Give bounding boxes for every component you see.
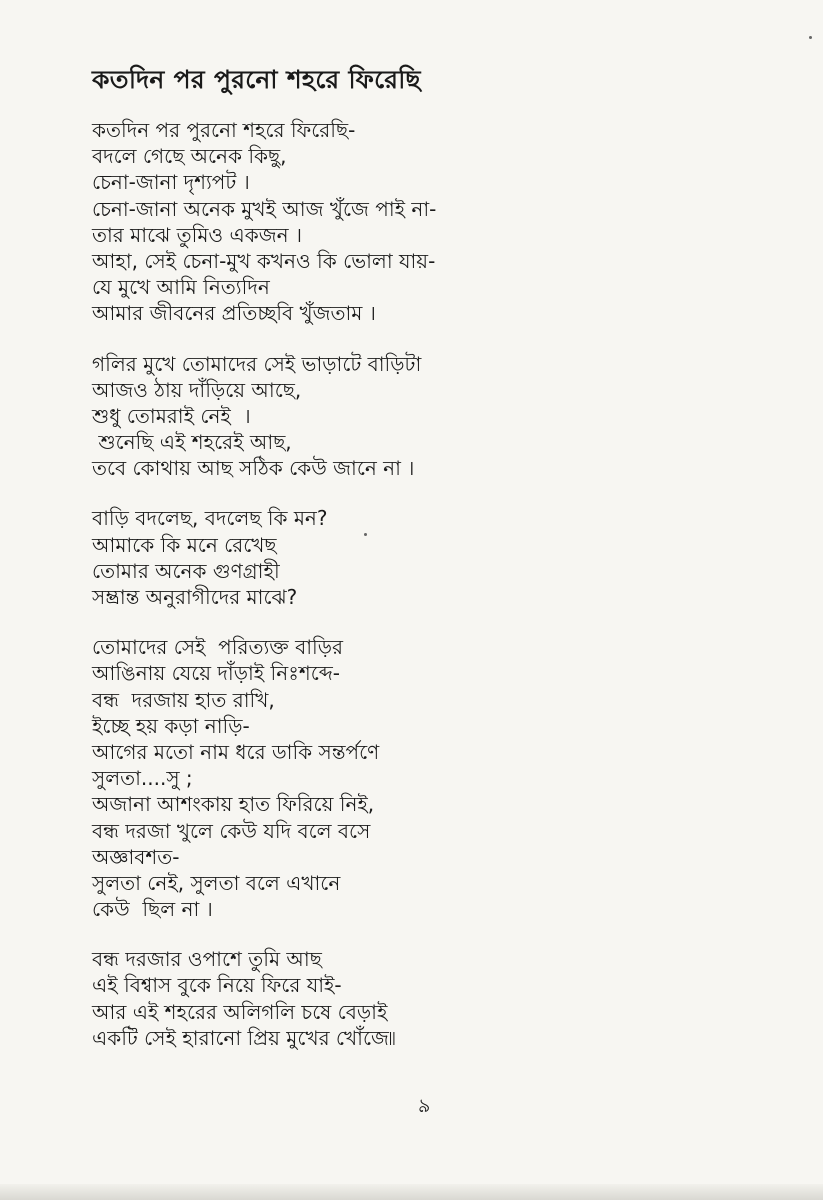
speck-mark [364, 533, 367, 536]
poem-title: কতদিন পর পুরনো শহরে ফিরেছি [92, 65, 421, 94]
poem-line: তোমার অনেক গুণগ্রাহী [92, 558, 280, 583]
poem-line: সুলতা নেই, সুলতা বলে এখানে [92, 870, 341, 895]
poem-line: গলির মুখে তোমাদের সেই ভাড়াটে বাড়িটা [92, 351, 422, 376]
poem-line: চেনা-জানা দৃশ্যপট । [92, 170, 250, 195]
stanza-3 [92, 505, 732, 610]
poem-line: তার মাঝে তুমিও একজন । [92, 222, 303, 247]
poem-line: আহা, সেই চেনা-মুখ কখনও কি ভোলা যায়- [92, 248, 436, 273]
poem-line: আমাকে কি মনে রেখেছ [92, 532, 277, 557]
poem-line: আর এই শহরের অলিগলি চষে বেড়াই [92, 999, 388, 1024]
poem-line: আমার জীবনের প্রতিচ্ছবি খুঁজতাম । [92, 301, 376, 326]
poem-line: বন্ধ দরজা খুলে কেউ যদি বলে বসে [92, 818, 371, 843]
poem-line: কেউ ছিল না । [92, 897, 213, 922]
poem-line: চেনা-জানা অনেক মুখই আজ খুঁজে পাই না- [92, 196, 437, 221]
page-bottom-edge [0, 1184, 823, 1200]
poem-line: সম্ভ্রান্ত অনুরাগীদের মাঝে? [92, 585, 298, 609]
poem-line: অজানা আশংকায় হাত ফিরিয়ে নিই, [92, 792, 375, 817]
poem-line: এই বিশ্বাস বুকে নিয়ে ফিরে যাই- [92, 973, 342, 998]
stanza-2 [92, 351, 732, 482]
speck-mark [809, 36, 812, 39]
poem-line: বন্ধ দরজার ওপাশে তুমি আছ [92, 947, 322, 972]
stanza-5 [92, 946, 732, 1051]
poem-line: শুধু তোমরাই নেই । [92, 403, 251, 428]
poem-line: শুনেছি এই শহরেই আছ, [92, 430, 292, 455]
stanza-4 [92, 634, 732, 922]
page-number: ৯ [418, 1095, 431, 1117]
poem-line: সুলতা....সু ; [92, 766, 193, 791]
poem-line: আগের মতো নাম ধরে ডাকি সন্তর্পণে [92, 739, 380, 764]
poem-line: কতদিন পর পুরনো শহরে ফিরেছি- [92, 118, 356, 142]
poem-line: একটি সেই হারানো প্রিয় মুখের খোঁজে৷৷ [92, 1025, 396, 1050]
poem-line: আঙিনায় যেয়ে দাঁড়াই নিঃশব্দে- [92, 661, 341, 686]
poem-line: অজ্ঞাবশত- [92, 844, 180, 869]
stanza-1 [92, 117, 732, 327]
poem-line: ইচ্ছে হয় কড়া নাড়ি- [92, 713, 250, 738]
poem-body [92, 117, 732, 1075]
poem-line: তবে কোথায় আছ সঠিক কেউ জানে না । [92, 456, 415, 481]
poem-line: বাড়ি বদলেছ, বদলেছ কি মন? [92, 506, 328, 531]
poem-line: বন্ধ দরজায় হাত রাখি, [92, 687, 275, 712]
poem-line: যে মুখে আমি নিত্যদিন [92, 275, 270, 300]
poem-line: আজও ঠায় দাঁড়িয়ে আছে, [92, 377, 302, 402]
poem-line: বদলে গেছে অনেক কিছু, [92, 144, 287, 169]
poem-line: তোমাদের সেই পরিত্যক্ত বাড়ির [92, 635, 343, 660]
